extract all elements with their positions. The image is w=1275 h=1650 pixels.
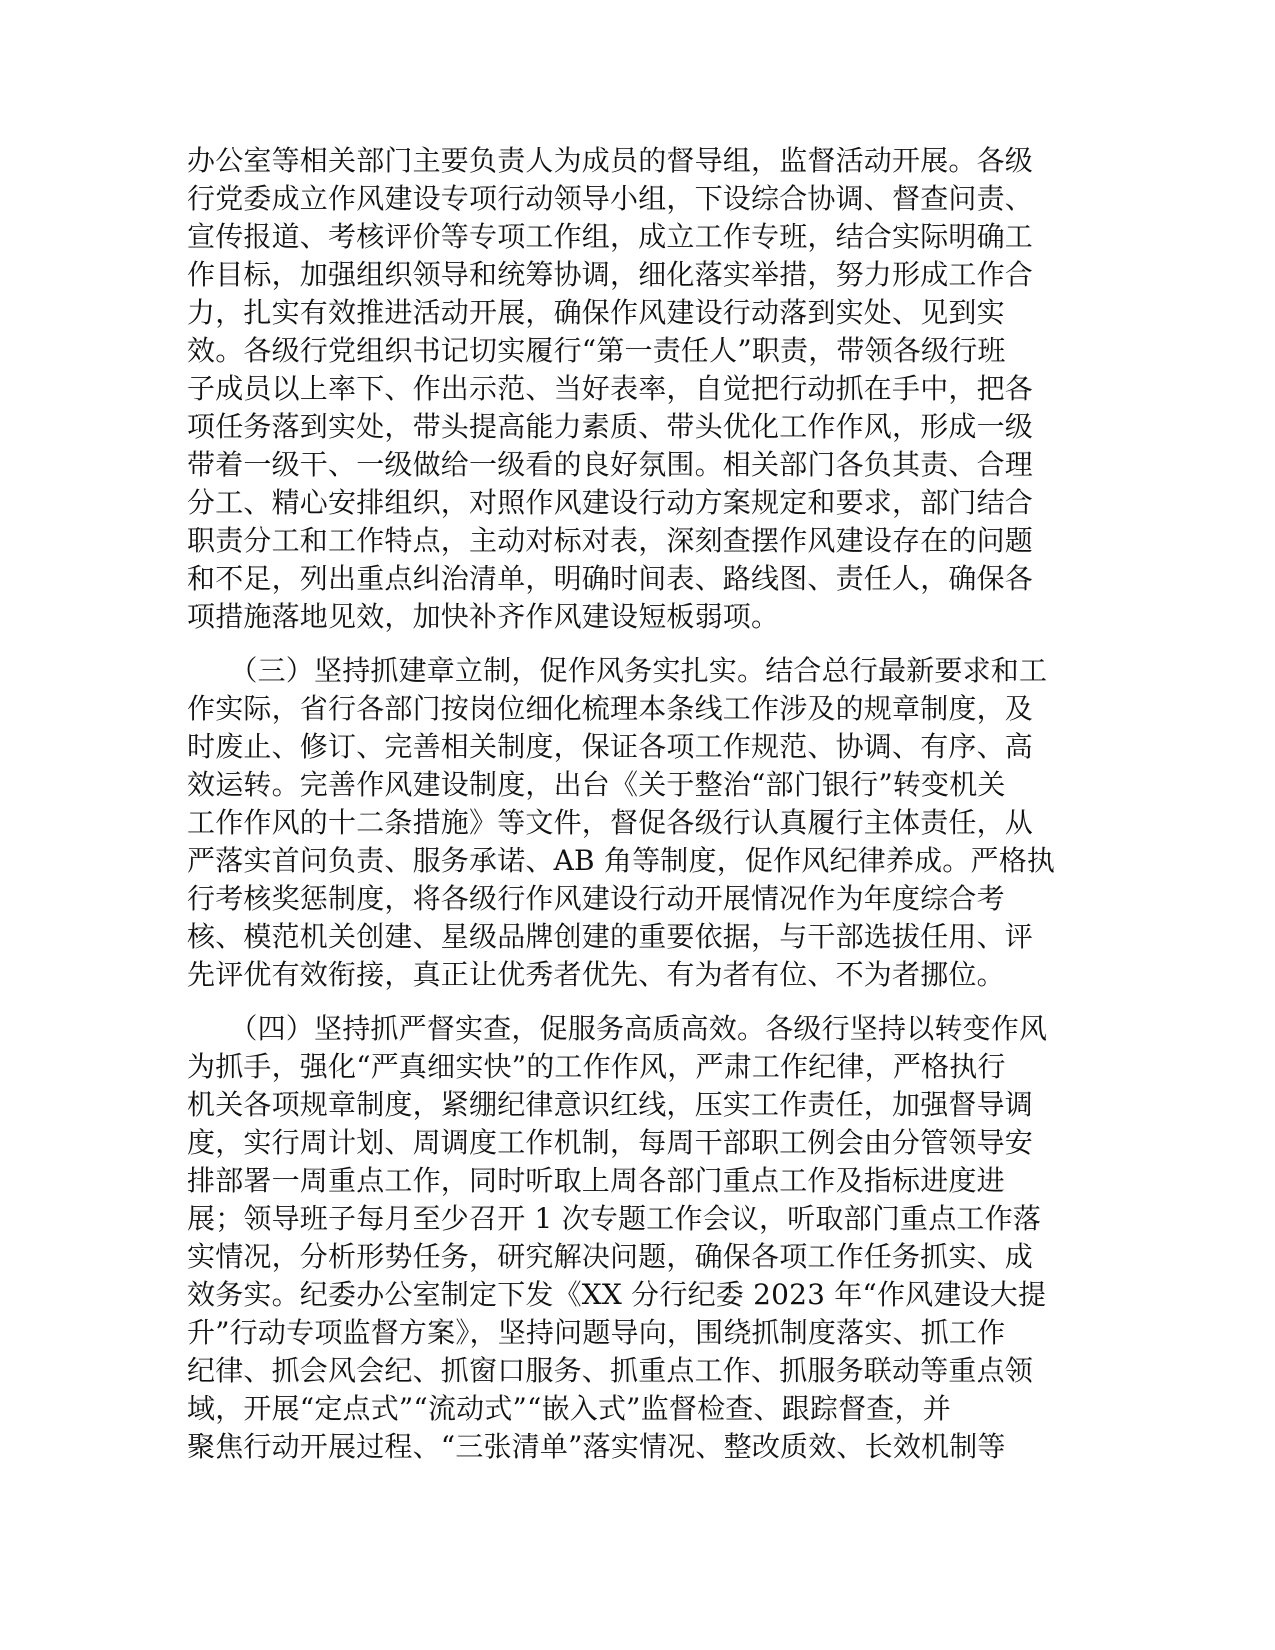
- paragraph-gap: [187, 636, 1087, 652]
- text-line: （三）坚持抓建章立制，促作风务实扎实。结合总行最新要求和工: [187, 654, 1048, 687]
- text-line: 办公室等相关部门主要负责人为成员的督导组，监督活动开展。各级: [187, 144, 1034, 177]
- text-line: 机关各项规章制度，紧绷纪律意识红线，压实工作责任，加强督导调: [187, 1088, 1034, 1121]
- text-line: 职责分工和工作特点，主动对标对表，深刻查摆作风建设存在的问题: [187, 524, 1034, 557]
- paragraph-gap: [187, 994, 1087, 1010]
- text-line: （四）坚持抓严督实查，促服务高质高效。各级行坚持以转变作风: [187, 1012, 1048, 1045]
- text-line: 先评优有效衔接，真正让优秀者优先、有为者有位、不为者挪位。: [187, 958, 1005, 991]
- text-line: 工作作风的十二条措施》等文件，督促各级行认真履行主体责任，从: [187, 806, 1034, 839]
- text-line: 核、模范机关创建、星级品牌创建的重要依据，与干部选拔任用、评: [187, 920, 1034, 953]
- paragraph-2: [187, 652, 1087, 994]
- text-line: 和不足，列出重点纠治清单，明确时间表、路线图、责任人，确保各: [187, 562, 1034, 595]
- document-body: [187, 142, 1087, 1466]
- text-line: 宣传报道、考核评价等专项工作组，成立工作专班，结合实际明确工: [187, 220, 1034, 253]
- text-line: 子成员以上率下、作出示范、当好表率，自觉把行动抓在手中，把各: [187, 372, 1034, 405]
- text-line: 效。各级行党组织书记切实履行“第一责任人”职责，带领各级行班: [187, 334, 1006, 367]
- text-line: 时废止、修订、完善相关制度，保证各项工作规范、协调、有序、高: [187, 730, 1034, 763]
- text-line: 展；领导班子每月至少召开 1 次专题工作会议，听取部门重点工作落: [187, 1202, 1042, 1235]
- text-line: 域，开展“定点式”“流动式”“嵌入式”监督检查、跟踪督查，并: [187, 1392, 951, 1425]
- text-line: 行考核奖惩制度，将各级行作风建设行动开展情况作为年度综合考: [187, 882, 1005, 915]
- paragraph-1: [187, 142, 1087, 636]
- text-line: 行党委成立作风建设专项行动领导小组，下设综合协调、督查问责、: [187, 182, 1034, 215]
- text-line: 项措施落地见效，加快补齐作风建设短板弱项。: [187, 600, 780, 633]
- text-line: 实情况，分析形势任务，研究解决问题，确保各项工作任务抓实、成: [187, 1240, 1034, 1273]
- text-line: 纪律、抓会风会纪、抓窗口服务、抓重点工作、抓服务联动等重点领: [187, 1354, 1034, 1387]
- text-line: 排部署一周重点工作，同时听取上周各部门重点工作及指标进度进: [187, 1164, 1005, 1197]
- text-line: 效务实。纪委办公室制定下发《XX 分行纪委 2023 年“作风建设大提: [187, 1278, 1047, 1311]
- text-line: 作实际，省行各部门按岗位细化梳理本条线工作涉及的规章制度，及: [187, 692, 1034, 725]
- text-line: 聚焦行动开展过程、“三张清单”落实情况、整改质效、长效机制等: [187, 1430, 1006, 1463]
- paragraph-3: [187, 1010, 1087, 1466]
- text-line: 升”行动专项监督方案》，坚持问题导向，围绕抓制度落实、抓工作: [187, 1316, 1006, 1349]
- text-line: 为抓手，强化“严真细实快”的工作作风，严肃工作纪律，严格执行: [187, 1050, 1006, 1083]
- text-line: 度，实行周计划、周调度工作机制，每周干部职工例会由分管领导安: [187, 1126, 1034, 1159]
- text-line: 力，扎实有效推进活动开展，确保作风建设行动落到实处、见到实: [187, 296, 1005, 329]
- text-line: 分工、精心安排组织，对照作风建设行动方案规定和要求，部门结合: [187, 486, 1034, 519]
- text-line: 严落实首问负责、服务承诺、AB 角等制度，促作风纪律养成。严格执: [187, 844, 1056, 877]
- text-line: 作目标，加强组织领导和统筹协调，细化落实举措，努力形成工作合: [187, 258, 1034, 291]
- text-line: 效运转。完善作风建设制度，出台《关于整治“部门银行”转变机关: [187, 768, 1006, 801]
- text-line: 项任务落到实处，带头提高能力素质、带头优化工作作风，形成一级: [187, 410, 1034, 443]
- text-line: 带着一级干、一级做给一级看的良好氛围。相关部门各负其责、合理: [187, 448, 1034, 481]
